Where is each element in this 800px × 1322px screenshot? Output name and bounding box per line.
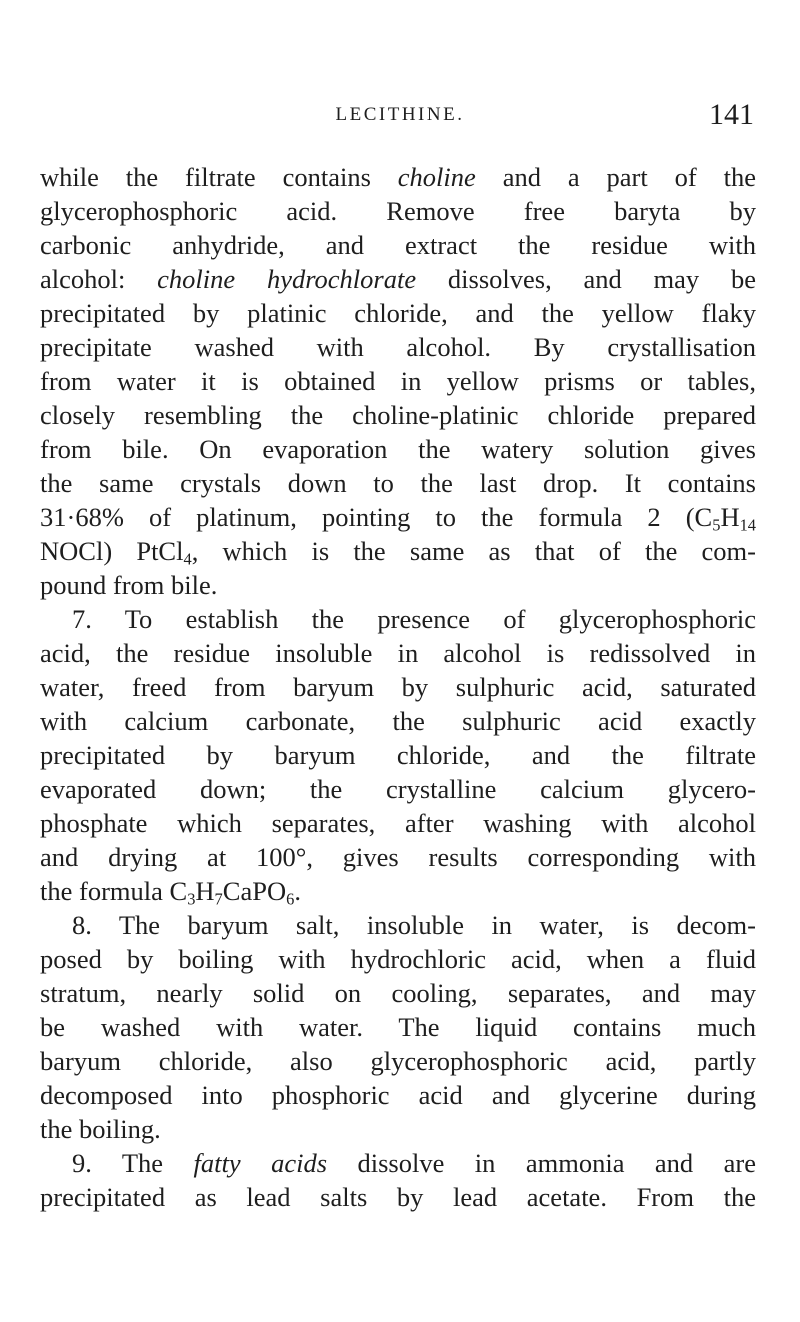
text-line: the same crystals down to the last drop. It contains — [40, 468, 756, 498]
subscript: 14 — [739, 515, 756, 535]
text-line: evaporated down; the crystalline calcium glycero- — [40, 774, 756, 804]
text-line: precipitated as lead salts by lead acetate. From the — [40, 1182, 756, 1212]
text-line: precipitated by platinic chloride, and the yellow flaky — [40, 298, 756, 328]
subscript: 7 — [214, 889, 223, 909]
italic-term: fatty acids — [193, 1148, 328, 1178]
text-line: precipitate washed with alcohol. By crystallisation — [40, 332, 756, 362]
text-line: the formula $C_3H_7CaPO_6$. — [40, 876, 301, 909]
text-line: closely resembling the choline-platinic chloride prepared — [40, 400, 756, 430]
subscript: 3 — [187, 889, 196, 909]
italic-term: choline — [397, 162, 476, 192]
text-line: while the filtrate contains choline and a part of the — [40, 162, 756, 192]
text-line: posed by boiling with hydrochloric acid, when a fluid — [40, 944, 756, 974]
text-line: water, freed from baryum by sulphuric acid, saturated — [40, 672, 756, 702]
page-number: 141 — [709, 98, 754, 131]
text-line: 9. The fatty acids dissolve in ammonia and are — [72, 1148, 756, 1178]
body-text — [40, 160, 756, 1214]
text-line: from water it is obtained in yellow prisms or tables, — [40, 366, 756, 396]
text-line: be washed with water. The liquid contains much — [40, 1012, 756, 1042]
subscript: 5 — [712, 515, 721, 535]
text-line: alcohol: choline hydrochlorate dissolves, and may be — [40, 264, 756, 294]
subscript: 4 — [183, 549, 192, 569]
text-line: the boiling. — [40, 1114, 161, 1144]
italic-term: choline hydrochlorate — [157, 264, 417, 294]
text-line: from bile. On evaporation the watery solution gives — [40, 434, 756, 464]
subscript: 6 — [286, 889, 295, 909]
text-line: precipitated by baryum chloride, and the filtrate — [40, 740, 756, 770]
text-line: pound from bile. — [40, 570, 218, 600]
text-line: glycerophosphoric acid. Remove free baryta by — [40, 196, 756, 226]
page-header — [40, 98, 760, 138]
text-line: 31·68% of platinum, pointing to the formula 2 ($C_5H_{14}$ — [40, 502, 756, 535]
text-line: baryum chloride, also glycerophosphoric acid, partly — [40, 1046, 756, 1076]
text-line: and drying at 100°, gives results corresponding with — [40, 842, 756, 872]
text-line: 8. The baryum salt, insoluble in water, is decom- — [72, 910, 756, 940]
text-line: NOCl) PtCl$_4$, which is the same as that of the com- — [40, 536, 756, 569]
text-line: phosphate which separates, after washing with alcohol — [40, 808, 756, 838]
text-line: with calcium carbonate, the sulphuric acid exactly — [40, 706, 756, 736]
text-line: carbonic anhydride, and extract the residue with — [40, 230, 756, 260]
text-line: decomposed into phosphoric acid and glycerine during — [40, 1080, 756, 1110]
running-head: LECITHINE. — [335, 104, 465, 125]
text-line: 7. To establish the presence of glycerophosphoric — [72, 604, 756, 634]
text-line: acid, the residue insoluble in alcohol is redissolved in — [40, 638, 756, 668]
text-line: stratum, nearly solid on cooling, separates, and may — [40, 978, 756, 1008]
